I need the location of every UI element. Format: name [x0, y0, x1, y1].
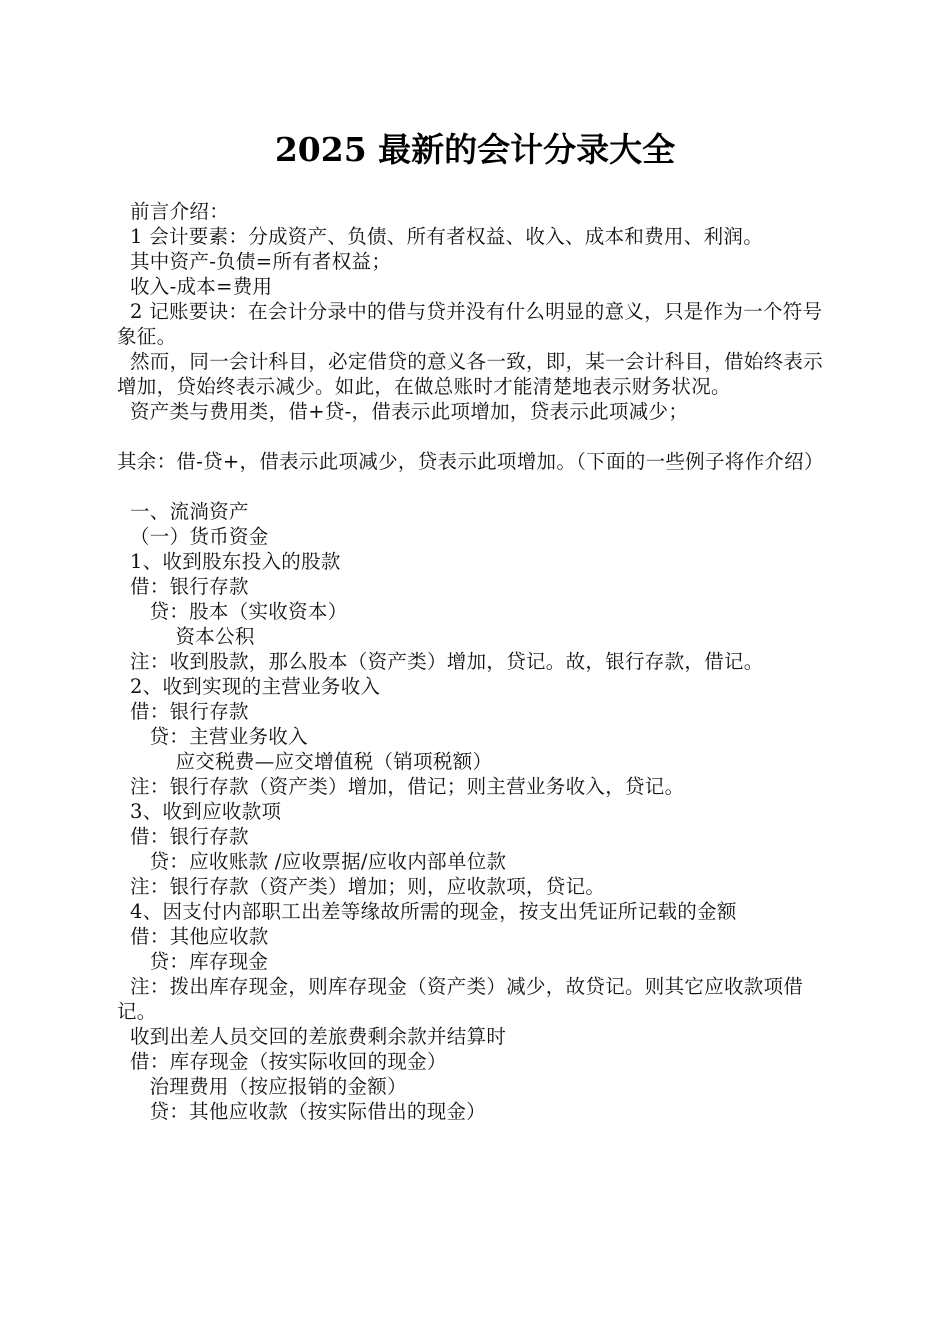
- text-line: 4、因支付内部职工出差等缘故所需的现金，按支出凭证所记载的金额: [117, 900, 737, 923]
- text-line: 借：库存现金（按实际收回的现金）: [117, 1050, 447, 1073]
- text-line: 贷：库存现金: [117, 950, 269, 973]
- text-line: 3、收到应收款项: [117, 800, 282, 823]
- text-line: 借：银行存款: [117, 575, 249, 598]
- text-line: 资本公积: [117, 625, 255, 648]
- text-line: 借：银行存款: [117, 825, 249, 848]
- text-line: [117, 474, 829, 499]
- text-line: 然而，同一会计科目，必定借贷的意义各一致，即，某一会计科目，借始终表示增加，贷始终表示减少。如此，在做总账时才能清楚地表示财务状况。: [117, 350, 824, 398]
- text-line: 治理费用（按应报销的金额）: [117, 1075, 407, 1098]
- text-line: 1、收到股东投入的股款: [117, 550, 341, 573]
- text-line: 1 会计要素：分成资产、负债、所有者权益、收入、成本和费用、利润。: [117, 225, 764, 248]
- text-line: 注：银行存款（资产类）增加；则，应收款项，贷记。: [117, 875, 606, 898]
- text-line: 应交税费—应交增值税（销项税额）: [117, 750, 493, 773]
- text-line: 收到出差人员交回的差旅费剩余款并结算时: [117, 1025, 507, 1048]
- text-line: 注：收到股款，那么股本（资产类）增加，贷记。故，银行存款，借记。: [117, 650, 764, 673]
- text-line: 贷：股本（实收资本）: [117, 600, 348, 623]
- text-line: 贷：主营业务收入: [117, 725, 308, 748]
- text-line: （一）货币资金: [117, 525, 269, 548]
- text-line: 2 记账要诀：在会计分录中的借与贷并没有什么明显的意义，只是作为一个符号象征。: [117, 300, 823, 348]
- text-line: 贷：应收账款 /应收票据/应收内部单位款: [117, 850, 507, 873]
- text-line: 2、收到实现的主营业务收入: [117, 675, 381, 698]
- text-line: 借：银行存款: [117, 700, 249, 723]
- text-line: 前言介绍：: [117, 200, 230, 223]
- text-line: 注：银行存款（资产类）增加，借记；则主营业务收入，贷记。: [117, 775, 685, 798]
- text-line: 其余：借-贷+，借表示此项减少，贷表示此项增加。（下面的一些例子将作介绍）: [117, 425, 824, 473]
- text-line: 借：其他应收款: [117, 925, 269, 948]
- text-line: 贷：其他应收款（按实际借出的现金）: [117, 1100, 487, 1123]
- text-line: 注：拨出库存现金，则库存现金（资产类）减少，故贷记。则其它应收款项借记。: [117, 975, 804, 1023]
- text-line: 资产类与费用类，借+贷-，借表示此项增加，贷表示此项减少；: [117, 400, 689, 423]
- document-title: 2025 最新的会计分录大全: [274, 130, 676, 169]
- document-body: [117, 199, 829, 1124]
- text-line: 收入-成本=费用: [117, 275, 273, 298]
- text-line: 一、流淌资产: [117, 500, 249, 523]
- text-line: 其中资产-负债=所有者权益；: [117, 250, 392, 273]
